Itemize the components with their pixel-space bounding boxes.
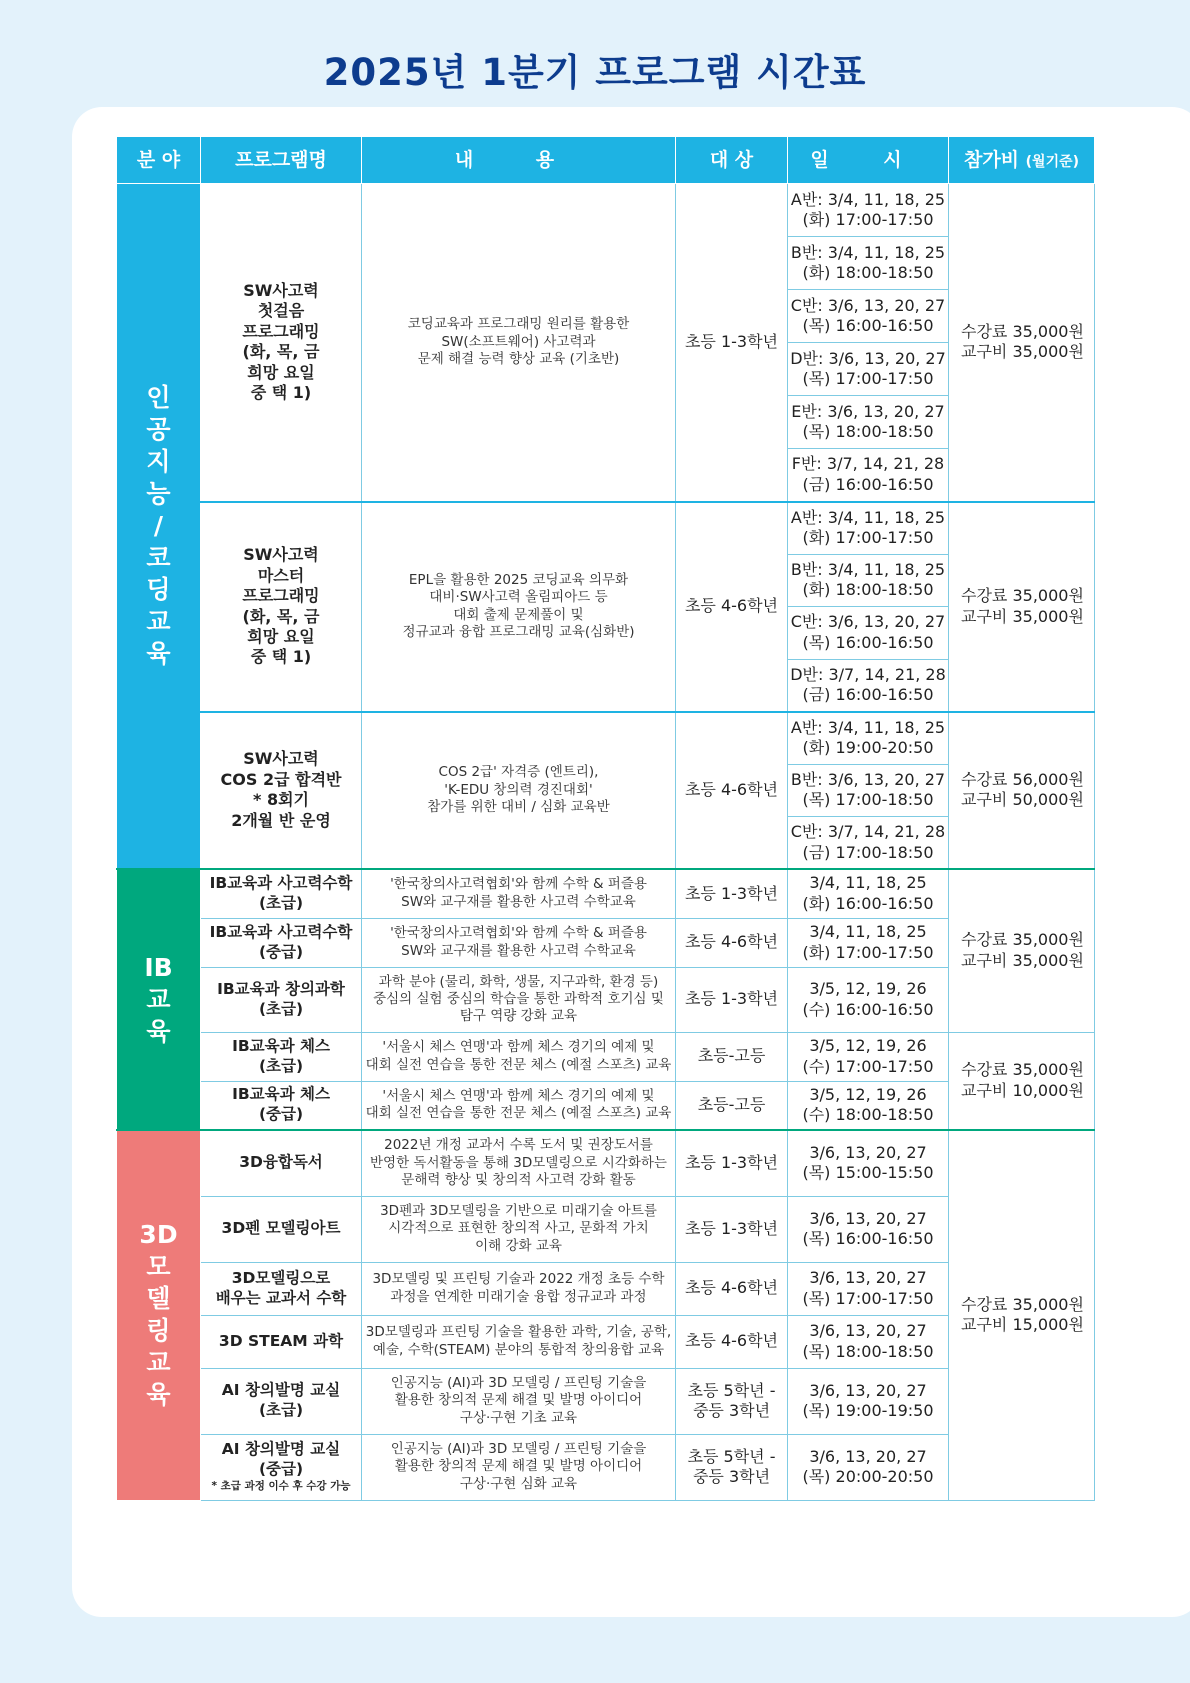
text-line: AI 창의발명 교실 bbox=[221, 1440, 341, 1459]
program-target: 초등-고등 bbox=[676, 1081, 788, 1130]
text-line: 모 bbox=[146, 1252, 171, 1282]
program-schedule bbox=[788, 918, 949, 967]
program-note: * 초급 과정 이수 후 수강 가능 bbox=[211, 1480, 351, 1493]
text-line: 코 bbox=[146, 543, 171, 572]
text-line: (초급) bbox=[258, 1056, 304, 1075]
text-line: SW(소프트웨어) 사고력과 bbox=[441, 333, 596, 350]
program-row bbox=[117, 869, 1095, 918]
text-line: 대회 출제 문제풀이 및 bbox=[453, 606, 584, 623]
text-line: 3/5, 12, 19, 26 bbox=[809, 1084, 927, 1104]
program-target: 초등 4-6학년 bbox=[676, 918, 788, 967]
header-schedule: 일 시 bbox=[788, 137, 949, 184]
program-schedule bbox=[788, 1368, 949, 1434]
text-line: 교구비 15,000원 bbox=[961, 1315, 1084, 1335]
text-line: (금) 16:00-16:50 bbox=[802, 474, 934, 494]
program-content bbox=[362, 1081, 676, 1130]
category-ib bbox=[117, 869, 201, 1130]
text-line: 중심의 실험 중심의 학습을 통한 과학적 호기심 및 bbox=[373, 990, 664, 1007]
program-target: 초등 4-6학년 bbox=[676, 502, 788, 712]
text-line: 초등 5학년 - bbox=[687, 1380, 776, 1400]
text-line: 3D펜과 3D모델링을 기반으로 미래기술 아트를 bbox=[380, 1203, 657, 1220]
text-line: 딩 bbox=[146, 575, 171, 604]
program-fee bbox=[949, 502, 1095, 712]
text-line: E반: 3/6, 13, 20, 27 bbox=[791, 401, 945, 421]
program-schedule bbox=[788, 1081, 949, 1130]
text-line: 초등 4-6학년 bbox=[684, 1278, 779, 1298]
text-line: 3/6, 13, 20, 27 bbox=[809, 1321, 927, 1341]
text-line: (수) 16:00-16:50 bbox=[802, 999, 934, 1019]
text-line: '서울시 체스 연맹'과 함께 체스 경기의 예제 및 bbox=[382, 1087, 655, 1104]
text-line: 3/4, 11, 18, 25 bbox=[809, 873, 927, 893]
text-line: 반영한 독서활동을 통해 3D모델링으로 시각화하는 bbox=[370, 1154, 667, 1171]
text-line: SW사고력 bbox=[243, 749, 319, 769]
text-line: 교구비 35,000원 bbox=[961, 606, 1084, 626]
program-name bbox=[201, 967, 362, 1032]
text-line: 첫걸음 bbox=[257, 301, 305, 321]
text-line: IB교육과 체스 bbox=[232, 1036, 330, 1055]
program-name bbox=[201, 1032, 362, 1081]
text-line: 프로그래밍 bbox=[242, 321, 320, 341]
text-line: (초급) bbox=[258, 893, 304, 912]
text-line: 문제 해결 능력 향상 교육 (기초반) bbox=[417, 350, 620, 367]
text-line: 3/6, 13, 20, 27 bbox=[809, 1142, 927, 1162]
text-line: 시각적으로 표현한 창의적 사고, 문화적 가치 bbox=[388, 1220, 649, 1237]
text-line: 수강료 56,000원 bbox=[961, 769, 1084, 789]
text-line: 3D STEAM 과학 bbox=[218, 1331, 344, 1350]
program-content bbox=[362, 1368, 676, 1434]
program-fee bbox=[949, 1032, 1095, 1130]
program-name bbox=[201, 184, 362, 502]
text-line: 문해력 향상 및 창의적 사고력 강화 활동 bbox=[401, 1171, 636, 1188]
text-line: 수강료 35,000원 bbox=[961, 1060, 1084, 1080]
text-line: IB교육과 사고력수학 bbox=[209, 922, 353, 941]
program-name bbox=[201, 1196, 362, 1262]
header-field: 분 야 bbox=[117, 137, 201, 184]
text-line: SW와 교구재를 활용한 사고력 수학교육 bbox=[401, 893, 636, 910]
session-schedule bbox=[788, 817, 949, 870]
text-line: 2022년 개정 교과서 수록 도서 및 권장도서를 bbox=[384, 1137, 653, 1154]
text-line: 지 bbox=[146, 447, 171, 476]
program-name bbox=[201, 918, 362, 967]
program-target bbox=[676, 1130, 788, 1196]
text-line: 3/6, 13, 20, 27 bbox=[809, 1208, 927, 1228]
program-content bbox=[362, 1032, 676, 1081]
text-line: 2개월 반 운영 bbox=[231, 810, 331, 830]
text-line: 수강료 35,000원 bbox=[961, 586, 1084, 606]
text-line: 과정을 연계한 미래기술 융합 정규교과 과정 bbox=[390, 1288, 647, 1305]
text-line: 육 bbox=[146, 639, 171, 668]
program-schedule bbox=[788, 1262, 949, 1315]
text-line: IB교육과 사고력수학 bbox=[209, 873, 353, 892]
program-schedule bbox=[788, 1196, 949, 1262]
program-name bbox=[201, 712, 362, 870]
text-line: (화) 18:00-18:50 bbox=[802, 580, 934, 600]
text-line: (화, 목, 금 bbox=[242, 606, 320, 626]
session-schedule bbox=[788, 290, 949, 343]
program-row bbox=[117, 918, 1095, 967]
text-line: IB교육과 체스 bbox=[232, 1085, 330, 1104]
text-line: 구상·구현 기초 교육 bbox=[459, 1409, 578, 1426]
text-line: 구상·구현 심화 교육 bbox=[459, 1475, 578, 1492]
schedule-table bbox=[116, 136, 1095, 1501]
text-line: (화) 17:00-17:50 bbox=[802, 942, 934, 962]
header-row bbox=[117, 137, 1095, 184]
program-name bbox=[201, 1081, 362, 1130]
text-line: 탐구 역량 강화 교육 bbox=[459, 1008, 578, 1025]
text-line: SW사고력 bbox=[243, 545, 319, 565]
text-line: 정규교과 융합 프로그래밍 교육(심화반) bbox=[402, 623, 635, 640]
session-schedule bbox=[788, 184, 949, 237]
session-schedule bbox=[788, 554, 949, 607]
program-target bbox=[676, 1368, 788, 1434]
text-line: (목) 17:00-17:50 bbox=[802, 1288, 934, 1308]
text-line: 'K-EDU 창의력 경진대회' bbox=[444, 781, 593, 798]
session-schedule bbox=[788, 237, 949, 290]
text-line: 배우는 교과서 수학 bbox=[215, 1288, 347, 1307]
text-line: (목) 16:00-16:50 bbox=[802, 1229, 934, 1248]
text-line: 델 bbox=[146, 1284, 171, 1314]
text-line: 초등 5학년 - bbox=[687, 1446, 776, 1466]
text-line: 링 bbox=[146, 1316, 171, 1346]
text-line: 3/5, 12, 19, 26 bbox=[809, 1036, 927, 1056]
program-target: 초등 4-6학년 bbox=[676, 712, 788, 870]
text-line: 프로그래밍 bbox=[242, 586, 320, 606]
text-line: 교구비 50,000원 bbox=[961, 790, 1084, 810]
text-line: 교 bbox=[146, 984, 171, 1014]
category-d3 bbox=[117, 1130, 201, 1500]
text-line: C반: 3/7, 14, 21, 28 bbox=[790, 822, 946, 842]
text-line: 예술, 수학(STEAM) 분야의 통합적 창의융합 교육 bbox=[372, 1341, 665, 1358]
program-schedule bbox=[788, 869, 949, 918]
text-line: 과학 분야 (물리, 화학, 생물, 지구과학, 환경 등) bbox=[378, 973, 659, 990]
session-row bbox=[117, 184, 1095, 237]
text-line: (중급) bbox=[258, 1460, 304, 1479]
text-line: 인공지능 (AI)과 3D 모델링 / 프린팅 기술을 bbox=[390, 1441, 647, 1458]
text-line: (목) 18:00-18:50 bbox=[802, 1341, 934, 1361]
program-schedule bbox=[788, 967, 949, 1032]
text-line: 참가를 위한 대비 / 심화 교육반 bbox=[427, 798, 610, 815]
text-line: (중급) bbox=[258, 1105, 304, 1124]
header-program: 프로그램명 bbox=[201, 137, 362, 184]
program-target bbox=[676, 1434, 788, 1500]
text-line: '한국창의사고력협회'와 함께 수학 & 퍼즐용 bbox=[390, 925, 647, 942]
program-schedule bbox=[788, 1434, 949, 1500]
text-line: (목) 18:00-18:50 bbox=[802, 422, 934, 441]
text-line: * 8회기 bbox=[253, 790, 309, 810]
text-line: (초급) bbox=[258, 999, 304, 1018]
text-line: 교 bbox=[146, 1348, 171, 1378]
text-line: (중급) bbox=[258, 942, 304, 961]
text-line: IB bbox=[144, 952, 173, 982]
text-line: 3D bbox=[139, 1220, 178, 1250]
text-line: AI 창의발명 교실 bbox=[221, 1381, 341, 1400]
text-line: 인공지능 (AI)과 3D 모델링 / 프린팅 기술을 bbox=[390, 1375, 647, 1392]
text-line: 이해 강화 교육 bbox=[475, 1237, 562, 1254]
text-line: (목) 16:00-16:50 bbox=[802, 316, 934, 335]
text-line: 3/5, 12, 19, 26 bbox=[809, 979, 927, 999]
program-content bbox=[362, 1262, 676, 1315]
text-line: / bbox=[153, 511, 164, 540]
session-schedule bbox=[788, 343, 949, 396]
program-name bbox=[201, 1130, 362, 1196]
text-line: B반: 3/6, 13, 20, 27 bbox=[790, 769, 946, 789]
text-line: 3D융합독서 bbox=[239, 1153, 323, 1172]
program-content bbox=[362, 1434, 676, 1500]
program-fee bbox=[949, 712, 1095, 870]
program-row bbox=[117, 1315, 1095, 1368]
text-line: C반: 3/6, 13, 20, 27 bbox=[790, 295, 946, 315]
text-line: 교구비 35,000원 bbox=[961, 950, 1084, 970]
text-line: (목) 19:00-19:50 bbox=[802, 1401, 934, 1420]
text-line: 초등 1-3학년 bbox=[684, 1218, 779, 1238]
session-schedule bbox=[788, 764, 949, 817]
text-line: C반: 3/6, 13, 20, 27 bbox=[790, 612, 946, 632]
text-line: 마스터 bbox=[257, 565, 305, 585]
header-fee bbox=[949, 137, 1095, 184]
category-ai bbox=[117, 184, 201, 870]
header-target: 대 상 bbox=[676, 137, 788, 184]
program-row bbox=[117, 1081, 1095, 1130]
text-line: (목) 15:00-15:50 bbox=[802, 1163, 934, 1183]
program-schedule bbox=[788, 1315, 949, 1368]
session-schedule bbox=[788, 502, 949, 555]
text-line: 희망 요일 bbox=[247, 362, 315, 382]
text-line: A반: 3/4, 11, 18, 25 bbox=[790, 507, 946, 527]
text-line: (목) 16:00-16:50 bbox=[802, 632, 934, 652]
text-line: 수강료 35,000원 bbox=[961, 1294, 1084, 1314]
program-target bbox=[676, 1196, 788, 1262]
program-name bbox=[201, 1368, 362, 1434]
text-line: 3D모델링으로 bbox=[231, 1268, 331, 1287]
text-line: A반: 3/4, 11, 18, 25 bbox=[790, 189, 946, 209]
program-fee bbox=[949, 184, 1095, 502]
text-line: (금) 16:00-16:50 bbox=[802, 685, 934, 704]
program-content bbox=[362, 184, 676, 502]
text-line: F반: 3/7, 14, 21, 28 bbox=[791, 454, 945, 474]
text-line: 3D모델링 및 프린팅 기술과 2022 개정 초등 수학 bbox=[372, 1271, 665, 1288]
text-line: 능 bbox=[146, 479, 171, 508]
program-target: 초등-고등 bbox=[676, 1032, 788, 1081]
program-name bbox=[201, 1434, 362, 1500]
text-line: '서울시 체스 연맹'과 함께 체스 경기의 예제 및 bbox=[382, 1039, 655, 1056]
text-line: COS 2급 합격반 bbox=[220, 769, 342, 789]
program-name bbox=[201, 1315, 362, 1368]
program-name bbox=[201, 502, 362, 712]
text-line: 초등 1-3학년 bbox=[684, 1153, 779, 1173]
header-content: 내 용 bbox=[362, 137, 676, 184]
text-line: 교구비 35,000원 bbox=[961, 342, 1084, 362]
text-line: SW사고력 bbox=[243, 280, 319, 300]
text-line: 초등 4-6학년 bbox=[684, 1331, 779, 1351]
session-schedule bbox=[788, 712, 949, 765]
program-name bbox=[201, 1262, 362, 1315]
text-line: 희망 요일 bbox=[247, 626, 315, 646]
text-line: (초급) bbox=[258, 1401, 304, 1419]
program-content bbox=[362, 918, 676, 967]
text-line: 대회 실전 연습을 통한 전문 체스 (예절 스포츠) 교육 bbox=[365, 1056, 672, 1073]
program-target: 초등 1-3학년 bbox=[676, 184, 788, 502]
text-line: (목) 17:00-17:50 bbox=[802, 369, 934, 388]
page-title: 2025년 1분기 프로그램 시간표 bbox=[323, 51, 867, 94]
text-line: EPL을 활용한 2025 코딩교육 의무화 bbox=[408, 571, 629, 588]
text-line: (금) 17:00-18:50 bbox=[802, 842, 934, 862]
program-content bbox=[362, 502, 676, 712]
program-row bbox=[117, 967, 1095, 1032]
header-fee-label: 참가비 bbox=[963, 148, 1020, 171]
text-line: A반: 3/4, 11, 18, 25 bbox=[790, 717, 946, 737]
program-row bbox=[117, 1196, 1095, 1262]
text-line: COS 2급' 자격증 (엔트리), bbox=[438, 764, 599, 781]
text-line: 공 bbox=[146, 415, 171, 444]
program-row bbox=[117, 1368, 1095, 1434]
program-content bbox=[362, 869, 676, 918]
text-line: 인 bbox=[146, 383, 171, 412]
text-line: 중 택 1) bbox=[250, 647, 312, 667]
program-name bbox=[201, 869, 362, 918]
program-schedule bbox=[788, 1032, 949, 1081]
session-schedule bbox=[788, 607, 949, 660]
text-line: B반: 3/4, 11, 18, 25 bbox=[790, 559, 946, 579]
text-line: 교구비 10,000원 bbox=[961, 1080, 1084, 1100]
text-line: B반: 3/4, 11, 18, 25 bbox=[790, 242, 946, 262]
text-line: 3/6, 13, 20, 27 bbox=[809, 1268, 927, 1288]
text-line: 3D펜 모델링아트 bbox=[221, 1219, 341, 1238]
text-line: D반: 3/6, 13, 20, 27 bbox=[790, 348, 946, 368]
text-line: 3/4, 11, 18, 25 bbox=[809, 922, 927, 942]
program-content bbox=[362, 1130, 676, 1196]
text-line: 대회 실전 연습을 통한 전문 체스 (예절 스포츠) 교육 bbox=[365, 1105, 672, 1122]
text-line: (화) 19:00-20:50 bbox=[802, 738, 934, 757]
text-line: (목) 17:00-18:50 bbox=[802, 790, 934, 810]
text-line: 중 택 1) bbox=[250, 383, 312, 403]
text-line: 육 bbox=[146, 1380, 171, 1410]
text-line: IB교육과 창의과학 bbox=[217, 979, 345, 998]
text-line: 수강료 35,000원 bbox=[961, 930, 1084, 950]
program-fee bbox=[949, 869, 1095, 1032]
text-line: (화) 17:00-17:50 bbox=[802, 528, 934, 547]
program-schedule bbox=[788, 1130, 949, 1196]
text-line: 수강료 35,000원 bbox=[961, 321, 1084, 341]
text-line: (화) 16:00-16:50 bbox=[802, 893, 934, 913]
text-line: 중등 3학년 bbox=[692, 1401, 771, 1420]
text-line: 활용한 창의적 문제 해결 및 발명 아이디어 bbox=[394, 1392, 643, 1409]
text-line: 코딩교육과 프로그래밍 원리를 활용한 bbox=[407, 316, 630, 333]
text-line: (목) 20:00-20:50 bbox=[802, 1467, 934, 1486]
session-row bbox=[117, 502, 1095, 555]
session-schedule bbox=[788, 449, 949, 502]
text-line: (수) 18:00-18:50 bbox=[802, 1105, 934, 1125]
text-line: 3/6, 13, 20, 27 bbox=[809, 1446, 927, 1466]
program-content bbox=[362, 1196, 676, 1262]
text-line: (화) 17:00-17:50 bbox=[802, 210, 934, 229]
program-row bbox=[117, 1262, 1095, 1315]
text-line: 중등 3학년 bbox=[692, 1467, 771, 1486]
session-schedule bbox=[788, 659, 949, 712]
program-content bbox=[362, 1315, 676, 1368]
program-target bbox=[676, 1315, 788, 1368]
text-line: 3/6, 13, 20, 27 bbox=[809, 1380, 927, 1400]
text-line: 활용한 창의적 문제 해결 및 발명 아이디어 bbox=[394, 1458, 643, 1475]
text-line: (화, 목, 금 bbox=[242, 342, 320, 362]
text-line: 육 bbox=[146, 1016, 171, 1046]
text-line: SW와 교구재를 활용한 사고력 수학교육 bbox=[401, 942, 636, 959]
program-row bbox=[117, 1032, 1095, 1081]
text-line: D반: 3/7, 14, 21, 28 bbox=[790, 664, 946, 684]
header-fee-small: (월기준) bbox=[1025, 153, 1080, 170]
text-line: (화) 18:00-18:50 bbox=[802, 263, 934, 282]
program-target bbox=[676, 1262, 788, 1315]
session-row bbox=[117, 712, 1095, 765]
program-content bbox=[362, 967, 676, 1032]
program-fee bbox=[949, 1130, 1095, 1500]
program-row bbox=[117, 1434, 1095, 1500]
program-content bbox=[362, 712, 676, 870]
session-schedule bbox=[788, 396, 949, 449]
text-line: 3D모델링과 프린팅 기술을 활용한 과학, 기술, 공학, bbox=[365, 1324, 672, 1341]
text-line: (수) 17:00-17:50 bbox=[802, 1056, 934, 1076]
text-line: '한국창의사고력협회'와 함께 수학 & 퍼즐용 bbox=[390, 876, 647, 893]
program-target: 초등 1-3학년 bbox=[676, 967, 788, 1032]
program-row bbox=[117, 1130, 1095, 1196]
text-line: 교 bbox=[146, 607, 171, 636]
program-target: 초등 1-3학년 bbox=[676, 869, 788, 918]
text-line: 대비·SW사고력 올림피아드 등 bbox=[429, 589, 608, 606]
